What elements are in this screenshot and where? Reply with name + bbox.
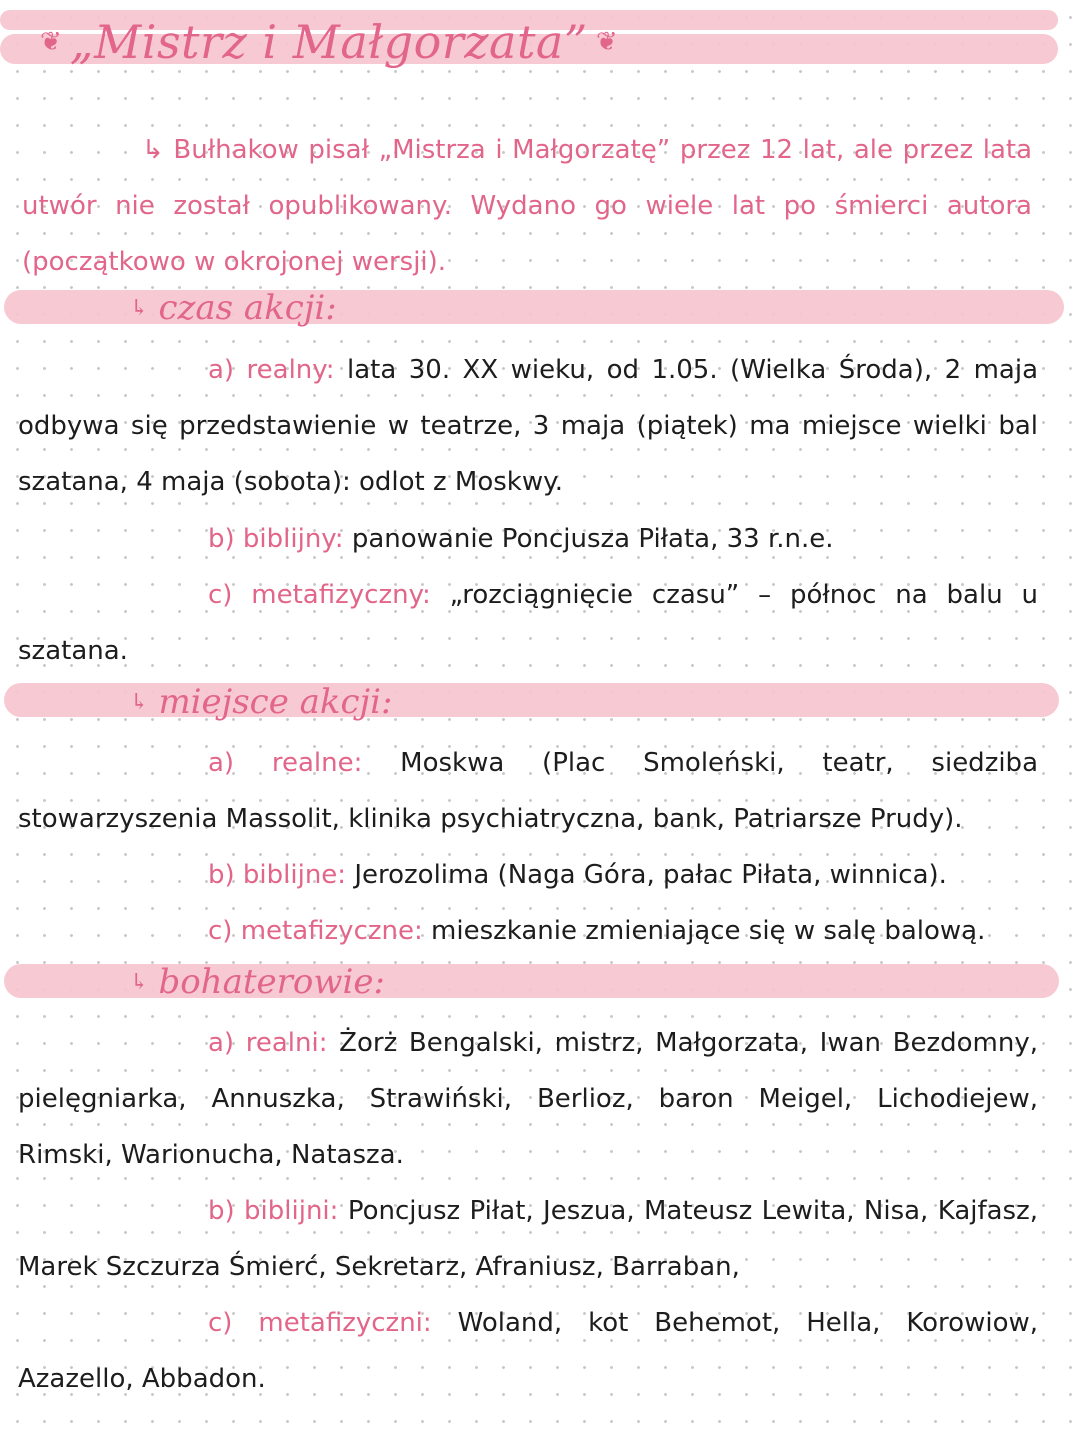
- item-text: lata 30. XX wieku, od 1.05. (Wielka Środa), 2 maja odbywa się przedstawienie w teatrze, 3 maja (piątek) ma miejsce wielki bal szatana, 4 maja (sobota): odlot z Moskwy.: [18, 355, 1039, 497]
- arrow-icon: ↳: [130, 689, 149, 715]
- flower-doodle-icon: ❦: [40, 27, 62, 57]
- intro-paragraph: ↳ Bułhakow pisał „Mistrza i Małgorzatę” przez 12 lat, ale przez lata utwór nie został opublikowany. Wydano go wiele lat po śmierci autora (początkowo w okrojonej wersji).: [22, 135, 1032, 277]
- item-text: Jerozolima (Naga Góra, pałac Piłata, winnica).: [354, 860, 947, 890]
- item-label: b) biblijni:: [208, 1196, 339, 1226]
- section-heading-bohaterowie: [130, 959, 385, 1005]
- bohaterowie-item-biblijni: [18, 1183, 1038, 1295]
- item-label: a) realne:: [208, 748, 363, 778]
- item-label: c) metafizyczni:: [208, 1308, 432, 1338]
- flower-doodle-icon: ❦: [595, 27, 618, 57]
- item-text: „rozciągnięcie czasu” – północ na balu u szatana.: [18, 580, 1038, 666]
- page-title: „Mistrz i Małgorzata”: [69, 15, 588, 69]
- section-heading-czas-akcji: [130, 285, 337, 331]
- czas-item-metafizyczny: [18, 567, 1038, 679]
- bohaterowie-item-realni: [18, 1015, 1038, 1183]
- miejsce-item-realne: [18, 735, 1038, 847]
- bohaterowie-item-metafizyczni: [18, 1295, 1038, 1407]
- section-heading-text: bohaterowie:: [158, 962, 385, 1002]
- miejsce-item-biblijne: [18, 847, 1038, 903]
- arrow-icon: ↳: [130, 969, 149, 995]
- item-text: panowanie Poncjusza Piłata, 33 r.n.e.: [351, 524, 834, 554]
- czas-item-biblijny: [18, 511, 1038, 567]
- miejsce-item-metafizyczne: [18, 903, 1038, 959]
- item-label: c) metafizyczny:: [208, 580, 431, 610]
- item-label: b) biblijny:: [208, 524, 344, 554]
- item-text: mieszkanie zmieniające się w salę balową.: [431, 916, 986, 946]
- item-text: Moskwa (Plac Smoleński, teatr, siedziba stowarzyszenia Massolit, klinika psychiatryczna, bank, Patriarsze Prudy).: [18, 748, 1038, 834]
- item-text: Poncjusz Piłat, Jeszua, Mateusz Lewita, Nisa, Kajfasz, Marek Szczurza Śmierć, Sekretarz, Afraniusz, Barraban,: [18, 1196, 1039, 1282]
- item-text: Żorż Bengalski, mistrz, Małgorzata, Iwan Bezdomny, pielęgniarka, Annuszka, Strawiński, Berlioz, baron Meigel, Lichodiejew, Rimski, Warionucha, Natasza.: [18, 1028, 1039, 1170]
- arrow-icon: ↳: [130, 295, 149, 321]
- section-heading-miejsce-akcji: [130, 679, 392, 725]
- item-label: a) realni:: [208, 1028, 328, 1058]
- item-label: c) metafizyczne:: [208, 916, 423, 946]
- czas-item-realny: [18, 342, 1038, 510]
- item-label: b) biblijne:: [208, 860, 347, 890]
- item-label: a) realny:: [208, 355, 335, 385]
- item-text: Woland, kot Behemot, Hella, Korowiow, Azazello, Abbadon.: [18, 1308, 1039, 1394]
- section-heading-text: miejsce akcji:: [158, 682, 393, 722]
- section-heading-text: czas akcji:: [158, 288, 337, 328]
- title-row: [40, 4, 618, 80]
